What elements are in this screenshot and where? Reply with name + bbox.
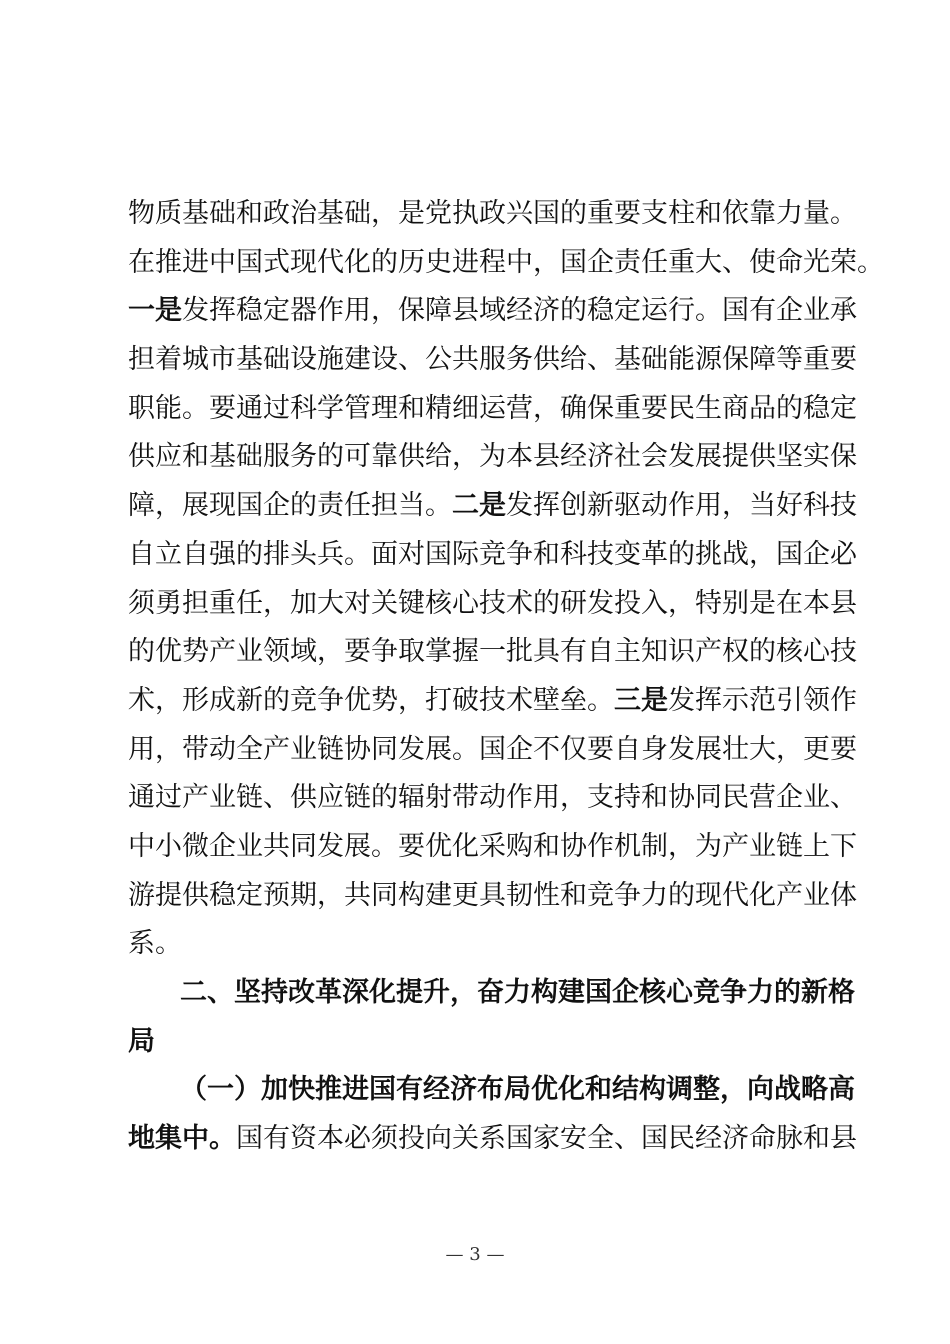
page-number: — 3 — <box>445 1244 505 1265</box>
line-text: 术，形成新的竞争优势，打破技术壁垒。 <box>128 684 614 716</box>
document-body <box>128 190 884 1164</box>
body-line: 须勇担重任，加大对关键核心技术的研发投入，特别是在本县 <box>128 587 857 619</box>
body-line <box>128 677 857 726</box>
body-line: 供应和基础服务的可靠供给，为本县经济社会发展提供坚实保 <box>128 441 857 473</box>
body-line <box>128 287 857 336</box>
body-line: 物质基础和政治基础，是党执政兴国的重要支柱和依靠力量。 <box>128 198 857 229</box>
body-line: 职能。要通过科学管理和精细运营，确保重要民生商品的稳定 <box>128 392 857 424</box>
point-one-label: 一是 <box>128 295 182 327</box>
point-one-text: 发挥稳定器作用，保障县域经济的稳定运行。国有企业承 <box>182 295 857 327</box>
line-text: 障，展现国企的责任担当。 <box>128 490 452 522</box>
line-text: 发挥示范引领作 <box>668 684 857 716</box>
body-line: 的优势产业领域，要争取掌握一批具有自主知识产权的核心技 <box>128 636 857 668</box>
line-text: 发挥创新驱动作用，当好科技 <box>506 490 857 522</box>
body-line <box>128 1115 857 1164</box>
body-line <box>128 482 857 531</box>
subsection-heading-end: 地集中。 <box>128 1123 236 1155</box>
body-line: 担着城市基础设施建设、公共服务供给、基础能源保障等重要 <box>128 344 857 376</box>
line-text: 国有资本必须投向关系国家安全、国民经济命脉和县 <box>236 1123 857 1155</box>
section-heading-continued: 局 <box>128 1025 155 1057</box>
body-line: 在推进中国式现代化的历史进程中，国企责任重大、使命光荣。 <box>128 246 884 278</box>
body-line: 通过产业链、供应链的辐射带动作用，支持和协同民营企业、 <box>128 782 857 814</box>
body-line: 自立自强的排头兵。面对国际竞争和科技变革的挑战，国企必 <box>128 538 857 570</box>
body-line: 系。 <box>128 928 182 960</box>
body-line: 中小微企业共同发展。要优化采购和协作机制，为产业链上下 <box>128 830 857 862</box>
point-two-label: 二是 <box>452 490 506 522</box>
body-line: 游提供稳定预期，共同构建更具韧性和竞争力的现代化产业体 <box>128 879 857 911</box>
point-three-label: 三是 <box>614 684 668 716</box>
subsection-heading: （一）加快推进国有经济布局优化和结构调整，向战略高 <box>180 1074 855 1106</box>
section-heading: 二、坚持改革深化提升，奋力构建国企核心竞争力的新格 <box>180 977 855 1008</box>
body-line: 用，带动全产业链协同发展。国企不仅要自身发展壮大，更要 <box>128 733 857 765</box>
